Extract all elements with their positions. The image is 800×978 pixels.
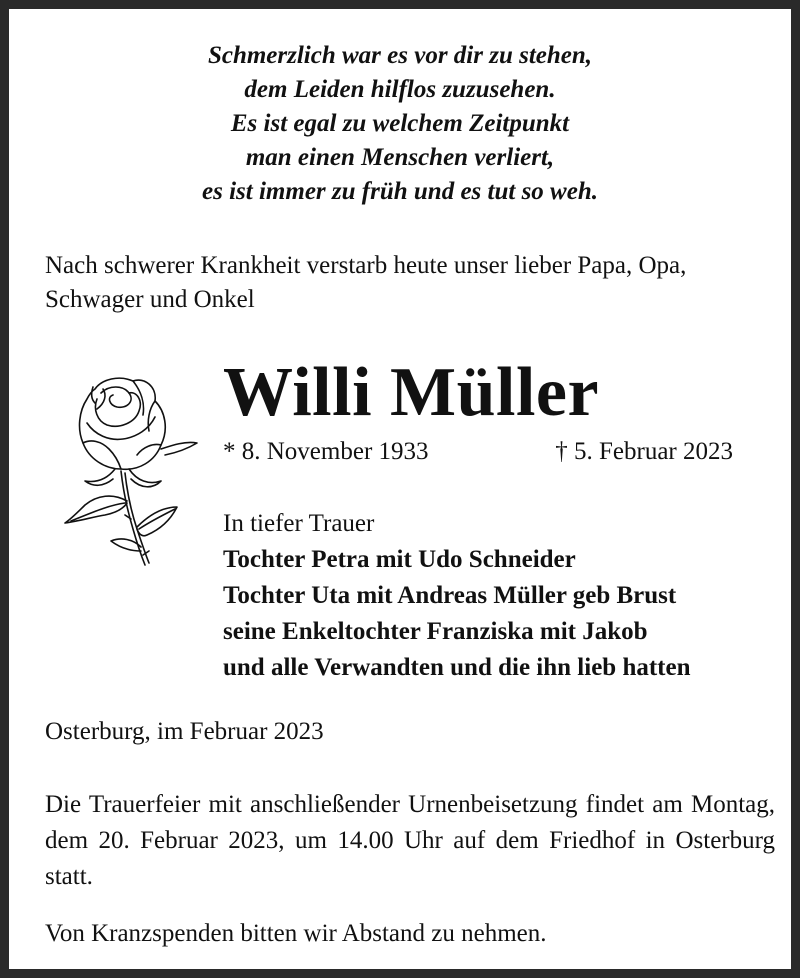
poem-line: Es ist egal zu welchem Zeitpunkt (230, 110, 570, 137)
death-announcement: Nach schwerer Krankheit verstarb heute unser lieber Papa, Opa, Schwager und Onkel (45, 252, 687, 313)
birth-date: * 8. November 1933 (223, 438, 429, 465)
poem-line: es ist immer zu früh und es tut so weh. (202, 178, 598, 205)
flowers-note: Von Kranzspenden bitten wir Abstand zu nehmen. (45, 920, 547, 947)
mourner-line: Tochter Petra mit Udo Schneider (223, 546, 576, 573)
poem-line: Schmerzlich war es vor dir zu stehen, (207, 42, 593, 69)
mourners-block (223, 506, 691, 686)
poem-line: dem Leiden hilflos zuzusehen. (244, 76, 556, 103)
death-date: † 5. Februar 2023 (555, 438, 733, 465)
mourning-heading: In tiefer Trauer (223, 510, 375, 537)
memorial-poem (9, 39, 791, 209)
mourner-line: Tochter Uta mit Andreas Müller geb Brust (223, 582, 677, 609)
place-and-date: Osterburg, im Februar 2023 (45, 718, 324, 745)
deceased-name: Willi Müller (223, 354, 600, 431)
mourner-line: seine Enkeltochter Franziska mit Jakob (223, 618, 648, 645)
mourner-line: und alle Verwandten und die ihn lieb hatten (223, 654, 691, 681)
rose-icon (57, 369, 207, 569)
funeral-details: Die Trauerfeier mit anschließender Urnenbeisetzung findet am Montag, dem 20. Februar 2023, um 14.00 Uhr auf dem Friedhof in Osterburg statt. (45, 791, 775, 890)
poem-line: man einen Menschen verliert, (245, 144, 555, 171)
